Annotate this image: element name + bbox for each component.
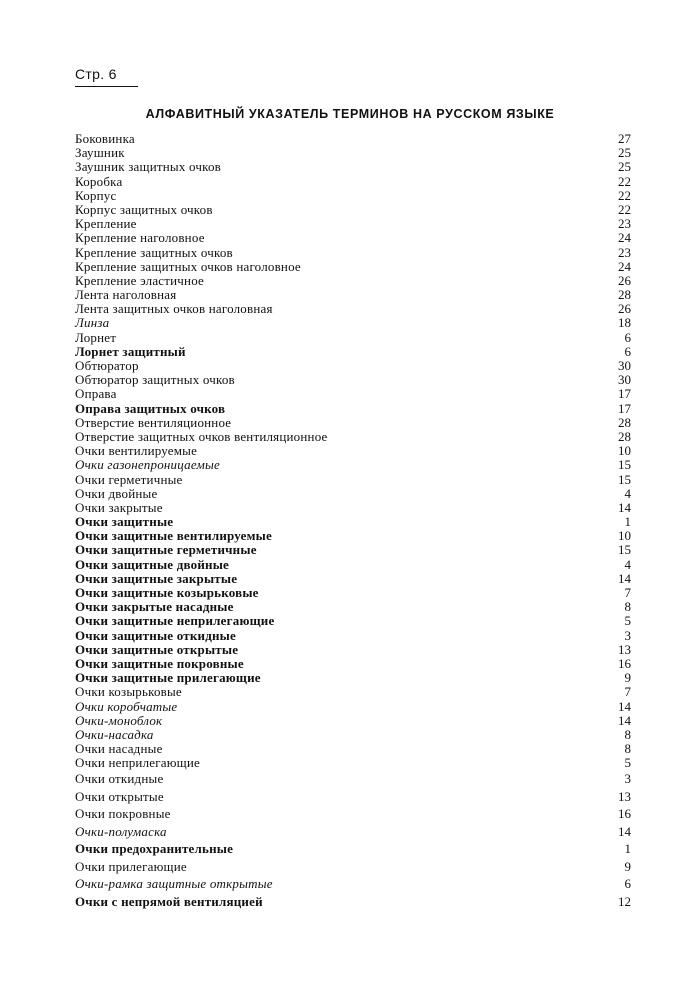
index-term: Очки защитные прилегающие bbox=[75, 670, 261, 686]
index-page-number: 22 bbox=[618, 201, 631, 217]
term-index-list bbox=[75, 132, 631, 910]
index-page-number: 28 bbox=[618, 428, 631, 444]
index-page-number: 10 bbox=[618, 443, 631, 459]
page-title: АЛФАВИТНЫЙ УКАЗАТЕЛЬ ТЕРМИНОВ НА РУССКОМ ЯЗЫКЕ bbox=[145, 107, 555, 121]
index-term: Очки защитные открытые bbox=[75, 641, 239, 657]
index-page-number: 1 bbox=[624, 514, 631, 530]
index-term: Лента защитных очков наголовная bbox=[75, 301, 273, 317]
index-page-number: 27 bbox=[618, 131, 631, 146]
index-entry bbox=[75, 302, 631, 316]
index-term: Очки покровные bbox=[75, 806, 171, 822]
index-entry bbox=[75, 203, 631, 217]
index-page-number: 30 bbox=[618, 358, 631, 373]
page-number: Стр. 6 bbox=[75, 66, 117, 82]
index-page-number: 24 bbox=[618, 258, 631, 274]
index-page-number: 3 bbox=[624, 627, 631, 643]
index-entry bbox=[75, 331, 631, 345]
index-term: Очки откидные bbox=[75, 771, 164, 787]
index-page-number: 6 bbox=[624, 329, 631, 345]
index-page-number: 4 bbox=[624, 485, 631, 501]
index-entry bbox=[75, 543, 631, 557]
index-page-number: 3 bbox=[624, 771, 631, 787]
index-term: Очки неприлегающие bbox=[75, 755, 200, 771]
index-entry bbox=[75, 893, 631, 911]
index-term: Очки с непрямой вентиляцией bbox=[75, 893, 263, 909]
index-entry bbox=[75, 387, 631, 401]
index-entry bbox=[75, 643, 631, 657]
index-page-number: 23 bbox=[618, 216, 631, 232]
index-entry bbox=[75, 473, 631, 487]
index-term: Крепление bbox=[75, 216, 137, 232]
index-entry bbox=[75, 671, 631, 685]
index-term: Заушник bbox=[75, 145, 125, 161]
index-page-number: 12 bbox=[618, 893, 631, 909]
index-entry bbox=[75, 756, 631, 770]
index-term: Очки защитные двойные bbox=[75, 556, 230, 572]
index-page-number: 15 bbox=[618, 471, 631, 487]
index-entry bbox=[75, 840, 631, 858]
index-page-number: 8 bbox=[624, 741, 631, 757]
index-entry bbox=[75, 614, 631, 628]
index-term: Крепление эластичное bbox=[75, 272, 205, 288]
index-entry bbox=[75, 217, 631, 231]
index-term: Лорнет защитный bbox=[75, 343, 186, 359]
index-term: Оправа bbox=[75, 386, 117, 402]
index-page-number: 14 bbox=[618, 570, 631, 586]
index-page-number: 13 bbox=[618, 641, 631, 657]
index-entry bbox=[75, 359, 631, 373]
index-entry bbox=[75, 231, 631, 245]
index-term: Очки защитные покровные bbox=[75, 655, 244, 671]
index-page-number: 6 bbox=[624, 876, 631, 892]
index-term: Очки-рамка защитные открытые bbox=[75, 876, 273, 892]
index-page-number: 28 bbox=[618, 414, 631, 430]
index-term: Очки-полумаска bbox=[75, 823, 167, 839]
index-page-number: 14 bbox=[618, 698, 631, 714]
index-page-number: 17 bbox=[618, 400, 631, 416]
index-entry bbox=[75, 274, 631, 288]
index-term: Очки козырьковые bbox=[75, 684, 182, 700]
index-entry bbox=[75, 714, 631, 728]
index-term: Очки газонепроницаемые bbox=[75, 457, 220, 473]
index-term: Очки прилегающие bbox=[75, 858, 187, 874]
index-entry bbox=[75, 416, 631, 430]
index-entry bbox=[75, 770, 631, 788]
index-entry bbox=[75, 175, 631, 189]
index-term: Очки предохранительные bbox=[75, 841, 234, 857]
index-page-number: 26 bbox=[618, 272, 631, 288]
index-term: Линза bbox=[75, 315, 110, 331]
index-entry bbox=[75, 586, 631, 600]
index-entry bbox=[75, 487, 631, 501]
index-page-number: 22 bbox=[618, 187, 631, 203]
index-page-number: 25 bbox=[618, 145, 631, 161]
index-page-number: 18 bbox=[618, 315, 631, 331]
index-entry bbox=[75, 700, 631, 714]
index-entry bbox=[75, 600, 631, 614]
index-entry bbox=[75, 146, 631, 160]
index-entry bbox=[75, 742, 631, 756]
index-term: Лента наголовная bbox=[75, 287, 177, 303]
index-page-number: 24 bbox=[618, 230, 631, 246]
index-page-number: 1 bbox=[624, 841, 631, 857]
index-page-number: 8 bbox=[624, 726, 631, 742]
index-page-number: 16 bbox=[618, 655, 631, 671]
index-term: Очки защитные герметичные bbox=[75, 542, 257, 558]
index-entry bbox=[75, 458, 631, 472]
index-term: Очки закрытые bbox=[75, 499, 163, 515]
index-page-number: 28 bbox=[618, 287, 631, 303]
index-entry bbox=[75, 132, 631, 146]
index-entry bbox=[75, 430, 631, 444]
index-entry bbox=[75, 189, 631, 203]
index-term: Очки защитные bbox=[75, 514, 174, 530]
index-entry bbox=[75, 345, 631, 359]
index-entry bbox=[75, 805, 631, 823]
index-page-number: 4 bbox=[624, 556, 631, 572]
index-page-number: 7 bbox=[624, 585, 631, 600]
index-page-number: 17 bbox=[618, 386, 631, 402]
index-entry bbox=[75, 875, 631, 893]
index-entry bbox=[75, 373, 631, 387]
index-page-number: 15 bbox=[618, 542, 631, 558]
index-term: Заушник защитных очков bbox=[75, 159, 222, 175]
index-term: Крепление наголовное bbox=[75, 230, 205, 246]
index-term: Очки защитные откидные bbox=[75, 627, 236, 643]
index-term: Лорнет bbox=[75, 329, 117, 345]
index-entry bbox=[75, 246, 631, 260]
index-page-number: 16 bbox=[618, 806, 631, 822]
index-term: Очки-моноблок bbox=[75, 712, 163, 728]
index-entry bbox=[75, 260, 631, 274]
index-page-number: 14 bbox=[618, 823, 631, 839]
index-term: Оправа защитных очков bbox=[75, 400, 226, 416]
index-term: Боковинка bbox=[75, 131, 135, 146]
index-term: Отверстие защитных очков вентиляционное bbox=[75, 428, 328, 444]
index-term: Очки открытые bbox=[75, 788, 164, 804]
index-term: Очки герметичные bbox=[75, 471, 183, 487]
index-entry bbox=[75, 402, 631, 416]
index-entry bbox=[75, 444, 631, 458]
index-page-number: 14 bbox=[618, 499, 631, 515]
index-page-number: 9 bbox=[624, 670, 631, 686]
index-entry bbox=[75, 572, 631, 586]
index-term: Очки защитные закрытые bbox=[75, 570, 238, 586]
index-entry bbox=[75, 160, 631, 174]
index-term: Очки защитные неприлегающие bbox=[75, 613, 275, 629]
index-term: Очки-насадка bbox=[75, 726, 154, 742]
index-page-number: 10 bbox=[618, 528, 631, 544]
index-entry bbox=[75, 288, 631, 302]
index-entry bbox=[75, 823, 631, 841]
index-entry bbox=[75, 316, 631, 330]
index-term: Очки защитные вентилируемые bbox=[75, 528, 272, 544]
index-entry bbox=[75, 728, 631, 742]
index-term: Очки закрытые насадные bbox=[75, 599, 234, 615]
index-page-number: 6 bbox=[624, 343, 631, 359]
index-page-number: 7 bbox=[624, 684, 631, 700]
index-term: Очки двойные bbox=[75, 485, 158, 501]
index-page-number: 23 bbox=[618, 244, 631, 260]
index-term: Очки вентилируемые bbox=[75, 443, 198, 459]
index-term: Крепление защитных очков наголовное bbox=[75, 258, 301, 274]
index-page-number: 25 bbox=[618, 159, 631, 175]
index-term: Обтюратор bbox=[75, 358, 139, 373]
index-page-number: 26 bbox=[618, 301, 631, 317]
index-entry bbox=[75, 788, 631, 806]
index-term: Корпус защитных очков bbox=[75, 201, 213, 217]
index-entry bbox=[75, 858, 631, 876]
index-page-number: 30 bbox=[618, 372, 631, 388]
index-page-number: 14 bbox=[618, 712, 631, 728]
index-page-number: 22 bbox=[618, 173, 631, 189]
index-page-number: 5 bbox=[624, 613, 631, 629]
index-term: Очки защитные козырьковые bbox=[75, 585, 259, 600]
index-entry bbox=[75, 515, 631, 529]
index-page-number: 9 bbox=[624, 858, 631, 874]
index-term: Очки коробчатые bbox=[75, 698, 178, 714]
index-page-number: 15 bbox=[618, 457, 631, 473]
index-page-number: 8 bbox=[624, 599, 631, 615]
index-entry bbox=[75, 501, 631, 515]
index-entry bbox=[75, 657, 631, 671]
index-page-number: 5 bbox=[624, 755, 631, 771]
index-term: Очки насадные bbox=[75, 741, 163, 757]
index-entry bbox=[75, 685, 631, 699]
index-term: Коробка bbox=[75, 173, 123, 189]
index-term: Корпус bbox=[75, 187, 117, 203]
index-page-number: 13 bbox=[618, 788, 631, 804]
page-number-underline bbox=[75, 86, 138, 87]
index-term: Крепление защитных очков bbox=[75, 244, 233, 260]
index-entry bbox=[75, 629, 631, 643]
index-entry bbox=[75, 558, 631, 572]
index-entry bbox=[75, 529, 631, 543]
index-term: Обтюратор защитных очков bbox=[75, 372, 235, 388]
index-term: Отверстие вентиляционное bbox=[75, 414, 232, 430]
